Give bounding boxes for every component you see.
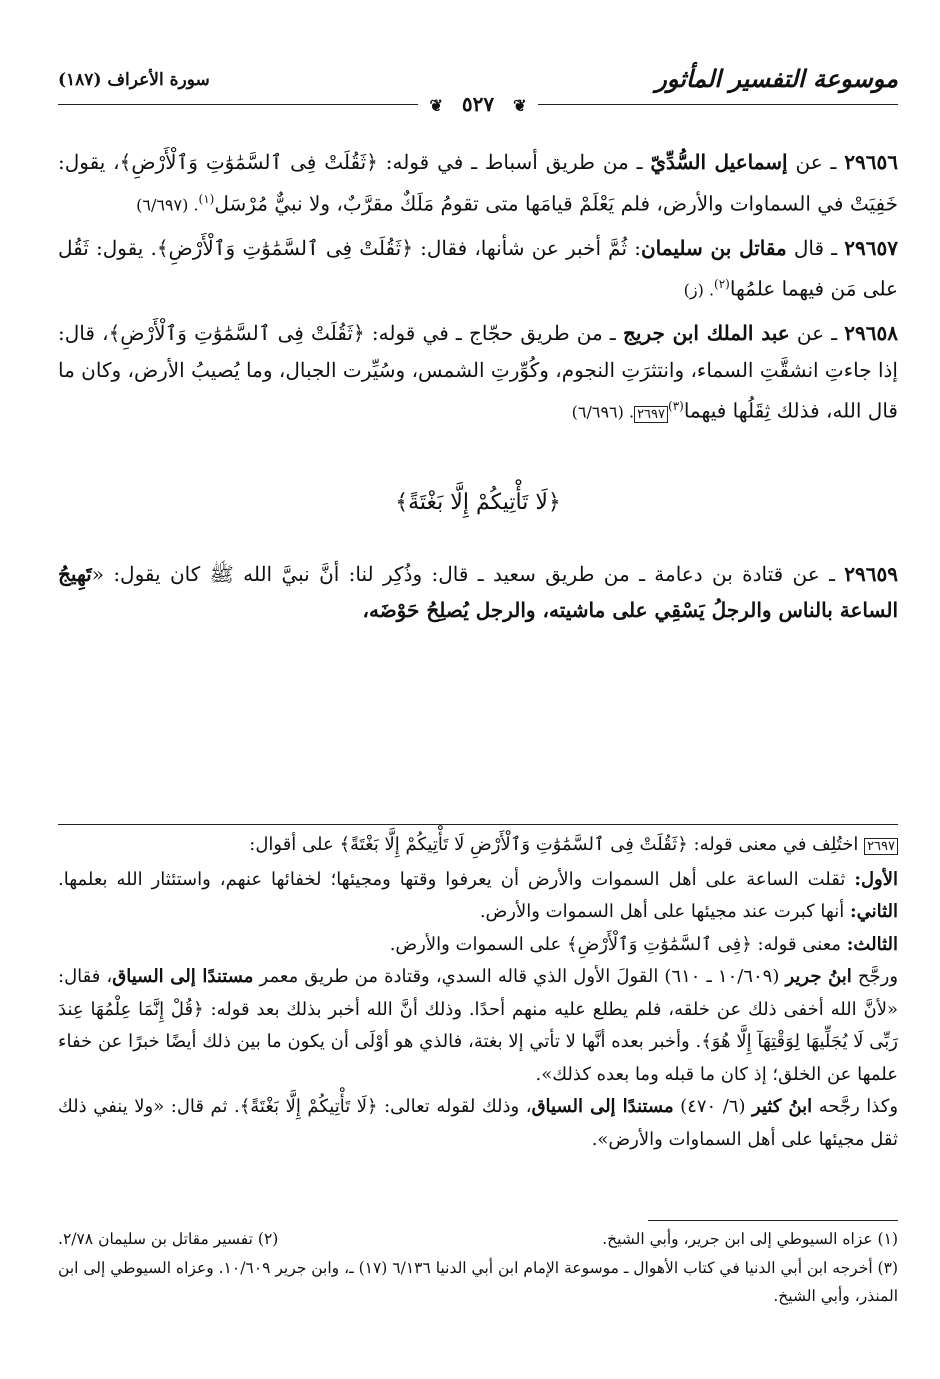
main-text [58, 144, 898, 635]
entry-number: ٢٩٦٥٦ [844, 150, 898, 174]
entry-text: ـ عن [789, 321, 845, 346]
commentary-text: ، فقال: «لأنَّ الله أخفى ذلك عن خلقه، فلم يطلع عليه منهم أحدًا. وذلك أنَّ الله أخبر بذلك بعد قوله: [58, 966, 898, 1020]
entry-text: : ثُمَّ أخبر عن شأنها، فقال: [412, 235, 641, 260]
entry-number: ٢٩٦٥٧ [844, 235, 898, 260]
page-header [58, 56, 898, 116]
entry-text: ـ عن [787, 150, 845, 174]
quran-verse: ﴿قُلْ إِنَّمَا عِلْمُهَا عِندَ رَبِّى لَا يُجَلِّيهَا لِوَقْتِهَآ إِلَّا هُوَ﴾ [58, 998, 898, 1052]
narrator-name: مقاتل بن سليمان [640, 235, 787, 260]
opinion-label: الثالث: [846, 933, 898, 955]
entry-number: ٢٩٦٥٨ [844, 321, 898, 346]
entry-number: ٢٩٦٥٩ [844, 561, 898, 586]
quran-verse: ﴿ثَقُلَتْ فِى ٱلسَّمَٰوَٰتِ وَٱلْأَرْضِ﴾ [119, 150, 378, 174]
commentary-para [58, 1091, 898, 1156]
quran-verse: ﴿لَا تَأْتِيكُمْ إِلَّا بَغْتَةً﴾ [239, 1096, 378, 1117]
commentary-text: معنى قوله: [751, 933, 847, 955]
opinion-label: الأول: [854, 868, 898, 890]
footnote-2: (٢) تفسير مقاتل بن سليمان ٢/٧٨. [58, 1230, 279, 1248]
commentary-text: على أقوال: [249, 834, 340, 855]
reference: . (٦/٦٩٧) [136, 195, 199, 215]
quran-verse: ﴿ثَقُلَتْ فِى ٱلسَّمَٰوَٰتِ وَٱلْأَرْضِ لَا تَأْتِيكُمْ إِلَّا بَغْتَةً﴾ [339, 834, 688, 855]
entry-text: . يقول: ثَقُل على مَن فيهما علمُها [58, 235, 898, 301]
footnote-marker[interactable]: (٣) [668, 399, 684, 414]
commentary-para [58, 961, 898, 1091]
commentary-box-label: ٢٦٩٧ [864, 838, 898, 855]
scholar-name: ابنُ جرير [785, 966, 852, 987]
commentary-text: (١٠/٦٠٩ ـ ٦١٠) القولَ الأول الذي قاله السدي، وقتادة من طريق معمر [253, 966, 786, 987]
commentary-text: . ثم قال: «ولا ينفي ذلك ثقل مجيئها على أهل السماوات والأرض». [58, 1096, 898, 1150]
commentary-text: اختُلِف في معنى قوله: [687, 834, 865, 855]
book-page [58, 56, 899, 1305]
page-number-wrap [58, 92, 898, 116]
entry-text: ـ عن قتادة بن دعامة ـ من طريق سعيد ـ قال: وذُكِر لنا: أنَّ نبيَّ الله ﷺ كان يقول: « [91, 561, 845, 586]
footnote-marker[interactable]: (٢) [714, 277, 730, 292]
scholar-name: ابنُ كثير [752, 1096, 813, 1117]
hadith-text: تَهِيجُ الساعة بالناس والرجلُ يَسْقِي على ماشيته، والرجل يُصلِحُ حَوْضَه، [58, 561, 898, 623]
commentary-text: ، وذلك لقوله تعالى: [377, 1096, 532, 1117]
method-label: مستندًا إلى السياق [112, 966, 254, 987]
entry-text: ـ من طريق أسباط ـ في قوله: [377, 150, 651, 174]
footnote-row [58, 1225, 898, 1254]
footnote-marker[interactable]: (١) [198, 191, 215, 206]
page-number: ٥٢٧ [456, 92, 500, 116]
narrator-name: عبد الملك ابن جريج [622, 321, 790, 346]
entry-text: ـ من طريق حجّاج ـ في قوله: [364, 321, 623, 346]
ornament-icon: ❦ [507, 96, 532, 115]
entry-29657 [58, 230, 898, 310]
commentary-box-ref[interactable]: ٢٦٩٧ [634, 406, 668, 423]
commentary-text: أنها كبرت عند مجيئها على أهل السموات والأرض. [479, 901, 850, 922]
quran-verse: ﴿ثَقُلَتْ فِى ٱلسَّمَٰوَٰتِ وَٱلْأَرْضِ﴾ [156, 235, 413, 260]
footnote-1: (١) عزاه السيوطي إلى ابن جرير، وأبي الشيخ. [602, 1230, 898, 1248]
commentary-text: على السموات والأرض. [389, 933, 567, 955]
entry-text: ، يقول: خَفِيَتْ في السماوات والأرض، فلم يَعْلَمْ قيامَها متى تقومُ مَلَكٌ مقرَّبٌ، ولا نبيٌّ مُرْسَل [58, 150, 898, 216]
ornament-icon: ❦ [424, 96, 449, 115]
entry-29658 [58, 315, 898, 433]
reference: . (٦/٦٩٦) [571, 402, 635, 422]
section-heading: ﴿لَا تَأْتِيكُمْ إِلَّا بَغْتَةً﴾ [395, 490, 561, 516]
commentary-text: وكذا رجَّحه [812, 1096, 899, 1117]
entry-29659 [58, 556, 898, 629]
footnotes [58, 1214, 898, 1311]
commentary-text: (٦/ ٤٧٠) [673, 1096, 753, 1117]
commentary-text: ثقلت الساعة على أهل السموات والأرض أن يعرفوا وقتها ومجيئها؛ لخفائها عنهم، واستئثار الله بعلمها. [58, 868, 855, 890]
opinion-label: الثاني: [849, 901, 898, 922]
entry-text: ، قال: إذا جاءتِ انشقَّتِ السماء، وانتثرَتِ النجوم، وكُوِّرتِ الشمس، وسُيِّرت الجبال، وما يُصيبُ الأرض، وكان ما قال الله، فذلك ثِقَلُها فيهما [58, 321, 898, 423]
commentary-text: ورجَّح [851, 966, 899, 987]
quran-verse: ﴿ثَقُلَتْ فِى ٱلسَّمَٰوَٰتِ وَٱلْأَرْضِ﴾ [108, 321, 365, 346]
commentary-para [58, 829, 898, 961]
narrator-name: إسماعيل السُّدِّيّ [650, 150, 788, 174]
footnote-3: (٣) أخرجه ابن أبي الدنيا في كتاب الأهوال ـ موسوعة الإمام ابن أبي الدنيا ٦/١٣٦ (١٧) ـ، وابن جرير ١٠/٦٠٩. وعزاه السيوطي إلى ابن المنذر، وأبي الشيخ. [58, 1258, 898, 1305]
footnote-rule [648, 1220, 898, 1221]
quran-verse: ﴿فِى ٱلسَّمَٰوَٰتِ وَٱلْأَرْضِ﴾ [566, 933, 752, 955]
commentary-text: . وأخبر بعده أنَّها لا تأتي إلا بغتة، فالذي هو أوْلَى أن يكون ما بين ذلك أيضًا خبرًا عن خفاء علمها عن الخلق؛ إذ كان ما قبله وما بعده كذلك». [58, 1031, 898, 1085]
sura-label: سورة الأعراف (١٨٧) [58, 70, 210, 90]
method-label: مستندًا إلى السياق [531, 1096, 674, 1117]
reference: . (ز) [683, 280, 715, 300]
book-title: موسوعة التفسير المأثور [655, 64, 898, 93]
entry-29656 [58, 144, 898, 224]
entry-text: ـ قال [786, 235, 845, 260]
commentary-block [58, 824, 898, 1156]
